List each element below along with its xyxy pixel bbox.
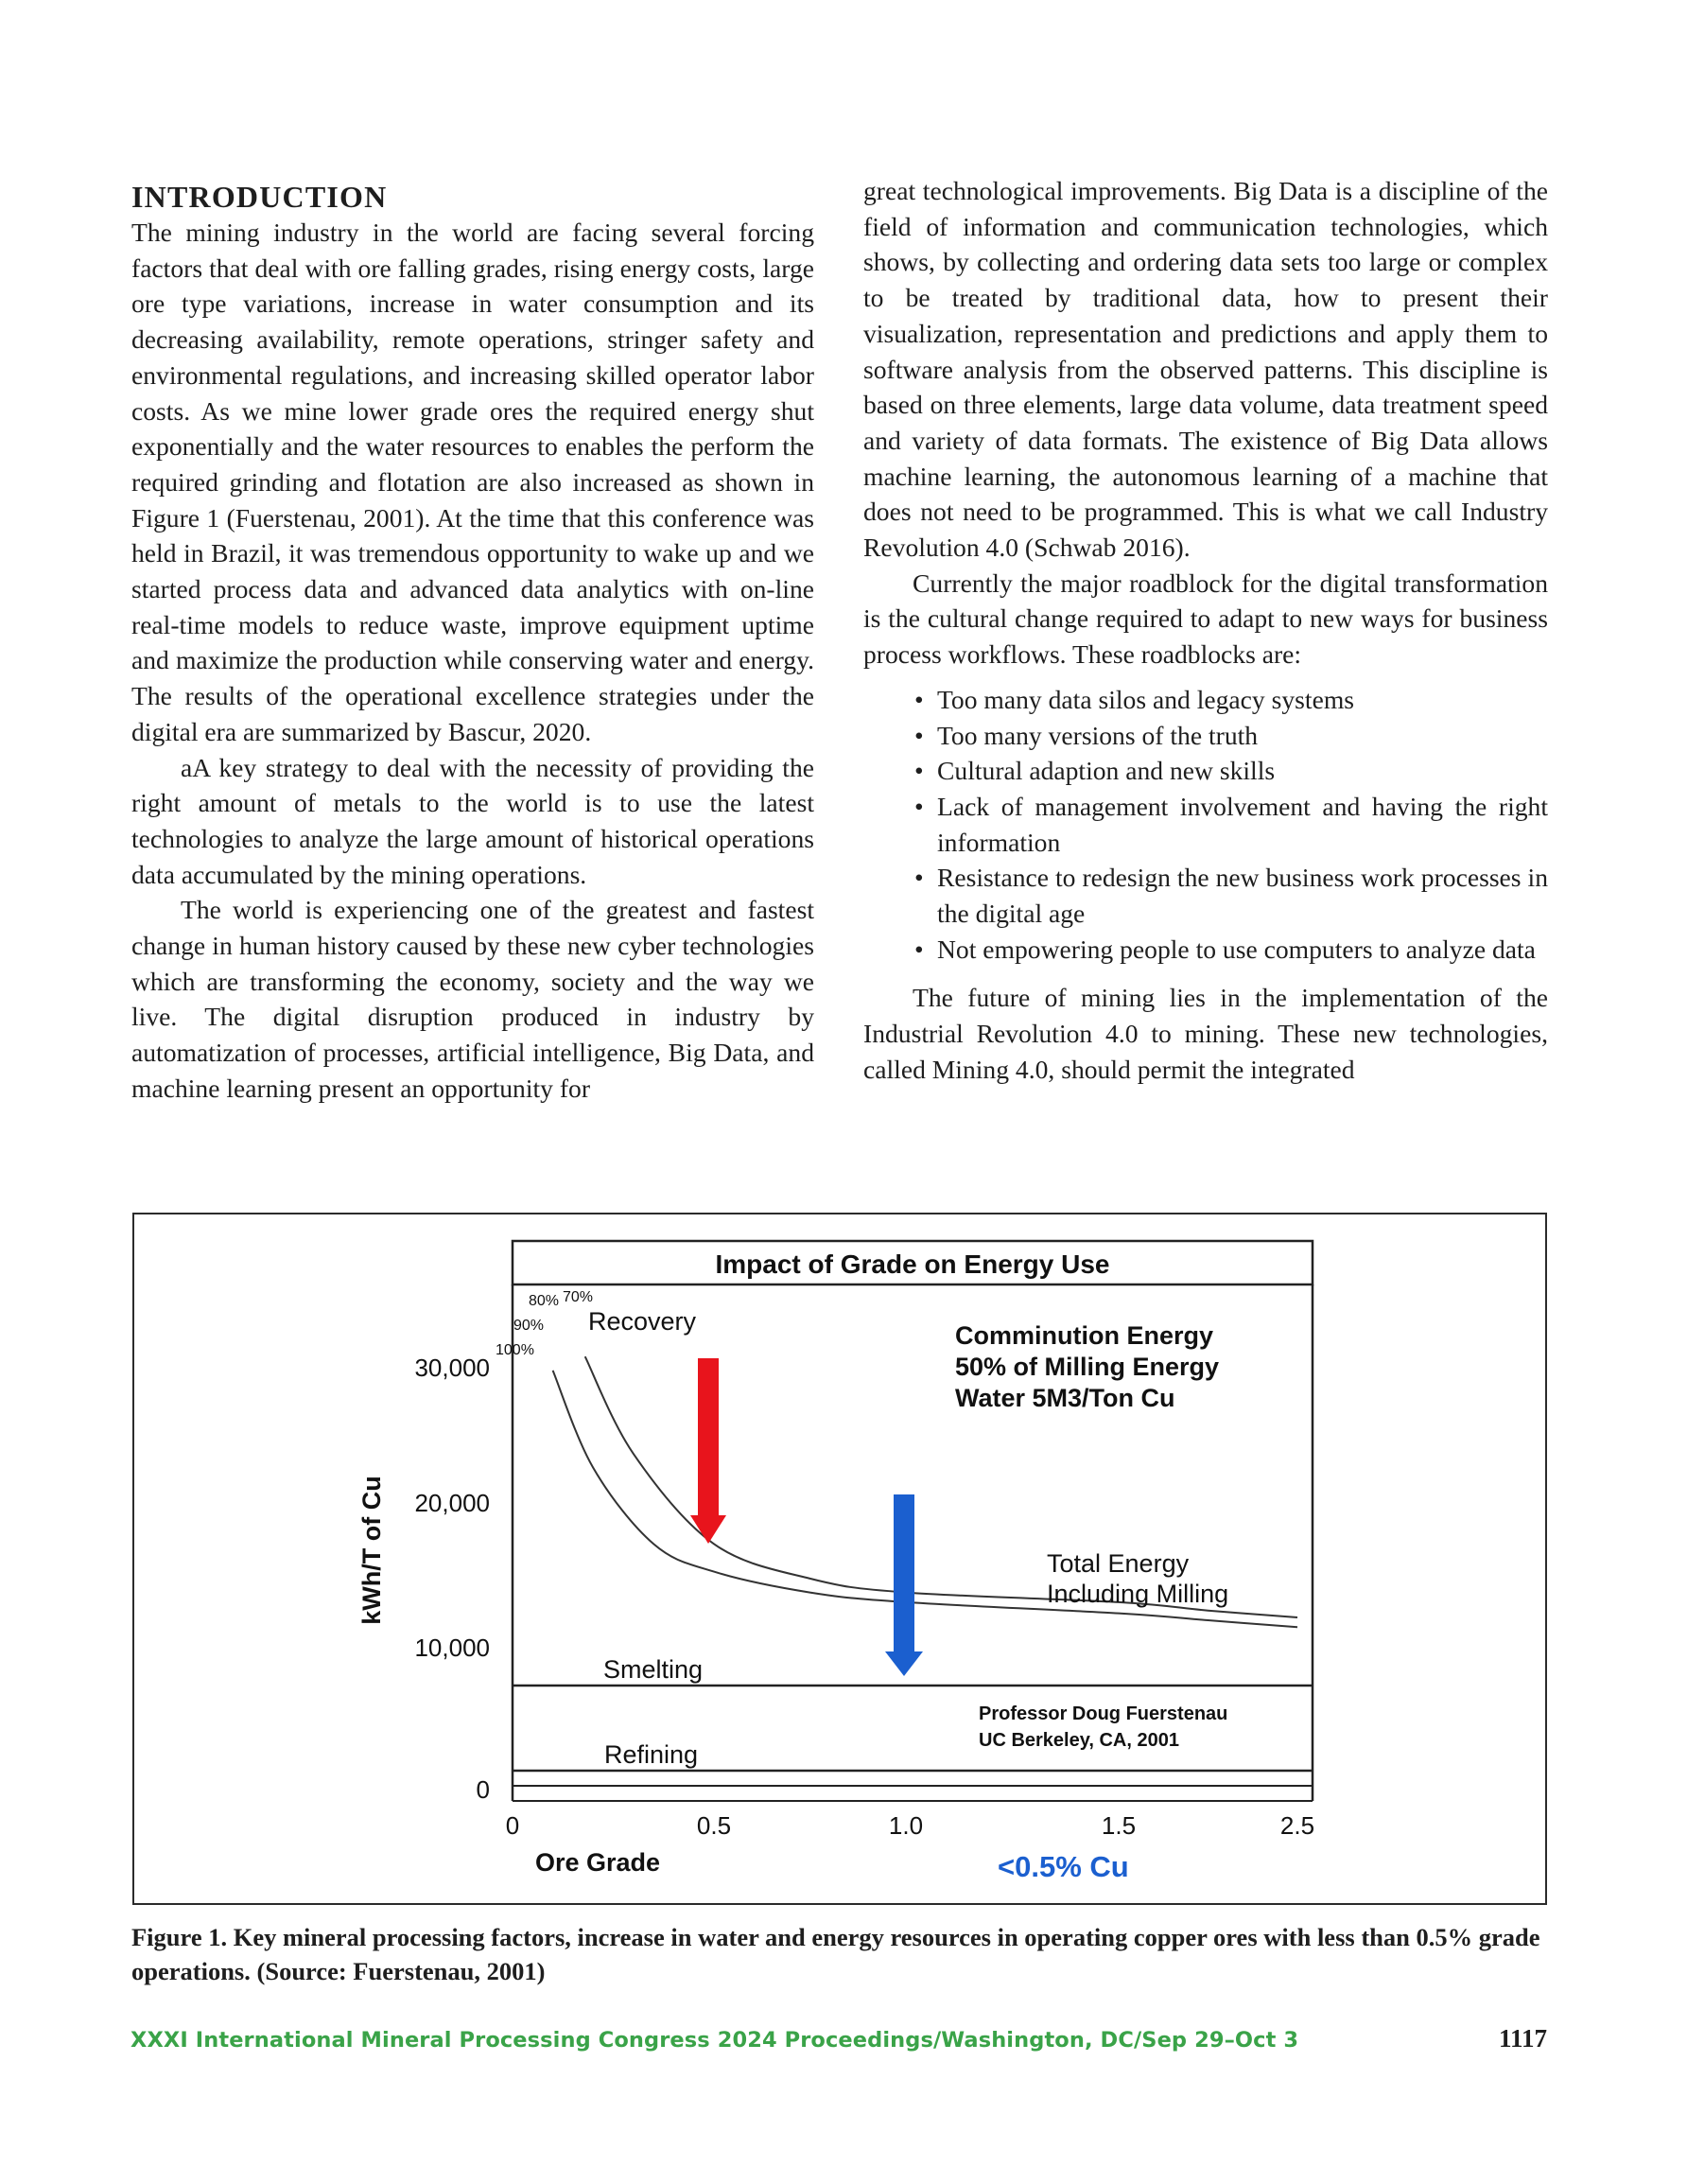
list-item: • Too many data silos and legacy systems bbox=[937, 682, 1548, 718]
figure-caption: Figure 1. Key mineral processing factors, increase in water and energy resources in operating copper ores with less than 0.5% grade operations. (Source: Fuerstenau, 2001) bbox=[131, 1923, 1540, 1985]
comminution-line-1: Comminution Energy bbox=[955, 1321, 1214, 1350]
recovery-label: Recovery bbox=[588, 1307, 697, 1336]
page-number: 1117 bbox=[1498, 2024, 1547, 2053]
x-tick-1-0: 1.0 bbox=[888, 1811, 924, 1840]
y-axis-label: kWh/T of Cu bbox=[357, 1476, 386, 1625]
series-line-total-energy bbox=[585, 1356, 1297, 1617]
roadblock-list bbox=[863, 682, 1548, 968]
paragraph: The mining industry in the world are facing several forcing factors that deal with ore falling grades, rising energy costs, large ore type variations, increase in water consumption and its decreasing availability, remote operations, stringer safety and environmental regulations, and increasing skilled operator labor costs. As we mine lower grade ores the required energy shut exponentially and the water resources to enables the perform the required grinding and flotation are also increased as shown in Figure 1 (Fuerstenau, 2001). At the time that this conference was held in Brazil, it was tremendous opportunity to wake up and we started process data and advanced data analytics with on-line real-time models to reduce waste, improve equipment uptime and maximize the production while conserving water and energy. The results of the operational excellence strategies under the digital era are summarized by Bascur, 2020. bbox=[131, 218, 814, 746]
y-tick-30000: 30,000 bbox=[414, 1354, 490, 1382]
x-tick-0: 0 bbox=[505, 1811, 520, 1840]
footer-proceedings: XXXI International Mineral Processing Congress 2024 Proceedings/Washington, DC/Sep 29–Oct 3 bbox=[130, 2028, 1299, 2053]
section-heading: INTRODUCTION bbox=[131, 180, 388, 214]
total-energy-line-2: Including Milling bbox=[1047, 1580, 1229, 1608]
blue-arrow bbox=[885, 1494, 923, 1676]
red-arrow bbox=[690, 1358, 726, 1544]
chart-title: Impact of Grade on Energy Use bbox=[715, 1249, 1110, 1279]
recovery-80-label: 80% bbox=[529, 1293, 560, 1309]
y-tick-20000: 20,000 bbox=[414, 1489, 490, 1517]
energy-chart bbox=[134, 1214, 1545, 1903]
list-item: • Resistance to redesign the new business work processes in the digital age bbox=[937, 860, 1548, 931]
credit-line-2: UC Berkeley, CA, 2001 bbox=[979, 1730, 1179, 1751]
x-tick-1-5: 1.5 bbox=[1101, 1811, 1137, 1840]
paragraph: Currently the major roadblock for the digital transformation is the cultural change required to adapt to new ways for business process workflows. These roadblocks are: bbox=[863, 568, 1548, 670]
paragraph: The world is experiencing one of the greatest and fastest change in human history caused by these new cyber technologies which are transforming the economy, society and the way we live. The digital disruption produced in industry by automatization of processes, artificial intelligence, Big Data, and machine learning present an opportunity for bbox=[131, 895, 814, 1103]
credit-line-1: Professor Doug Fuerstenau bbox=[979, 1704, 1228, 1724]
paragraph: The future of mining lies in the implementation of the Industrial Revolution 4.0 to mining. These new technologies, called Mining 4.0, should permit the integrated bbox=[863, 983, 1548, 1084]
list-item: • Not empowering people to use computers to analyze data bbox=[937, 932, 1548, 968]
y-tick-10000: 10,000 bbox=[414, 1634, 490, 1662]
x-axis-label: Ore Grade bbox=[535, 1848, 661, 1877]
refining-label: Refining bbox=[604, 1740, 699, 1769]
list-item: • Too many versions of the truth bbox=[937, 718, 1548, 754]
list-item: • Lack of management involvement and having the right information bbox=[937, 789, 1548, 860]
x-tick-0-5: 0.5 bbox=[696, 1811, 732, 1840]
recovery-100-label: 100% bbox=[496, 1342, 534, 1358]
figure-frame bbox=[132, 1213, 1547, 1905]
x-tick-2-5: 2.5 bbox=[1279, 1811, 1315, 1840]
right-column bbox=[863, 173, 1548, 1088]
left-column bbox=[131, 173, 814, 1107]
smelting-label: Smelting bbox=[603, 1655, 704, 1684]
recovery-90-label: 90% bbox=[513, 1318, 545, 1334]
comminution-line-3: Water 5M3/Ton Cu bbox=[955, 1384, 1175, 1412]
total-energy-line-1: Total Energy bbox=[1047, 1549, 1190, 1578]
list-item: • Cultural adaption and new skills bbox=[937, 753, 1548, 789]
paragraph: great technological improvements. Big Data is a discipline of the field of information and communication technologies, which shows, by collecting and ordering data sets too large or complex to be treated by traditional data, how to present their visualization, representation and predictions and apply them to software analysis from the observed patterns. This discipline is based on three elements, large data volume, data treatment speed and variety of data formats. The existence of Big Data allows machine learning, the autonomous learning of a machine that does not need to be programmed. This is what we call Industry Revolution 4.0 (Schwab 2016). bbox=[863, 176, 1548, 563]
threshold-label: <0.5% Cu bbox=[998, 1850, 1129, 1883]
paragraph: aA key strategy to deal with the necessity of providing the right amount of metals to the world is to use the latest technologies to analyze the large amount of historical operations data accumulated by the mining operations. bbox=[131, 752, 814, 889]
comminution-line-2: 50% of Milling Energy bbox=[955, 1353, 1220, 1381]
recovery-70-label: 70% bbox=[563, 1289, 594, 1305]
y-tick-0: 0 bbox=[476, 1775, 490, 1804]
